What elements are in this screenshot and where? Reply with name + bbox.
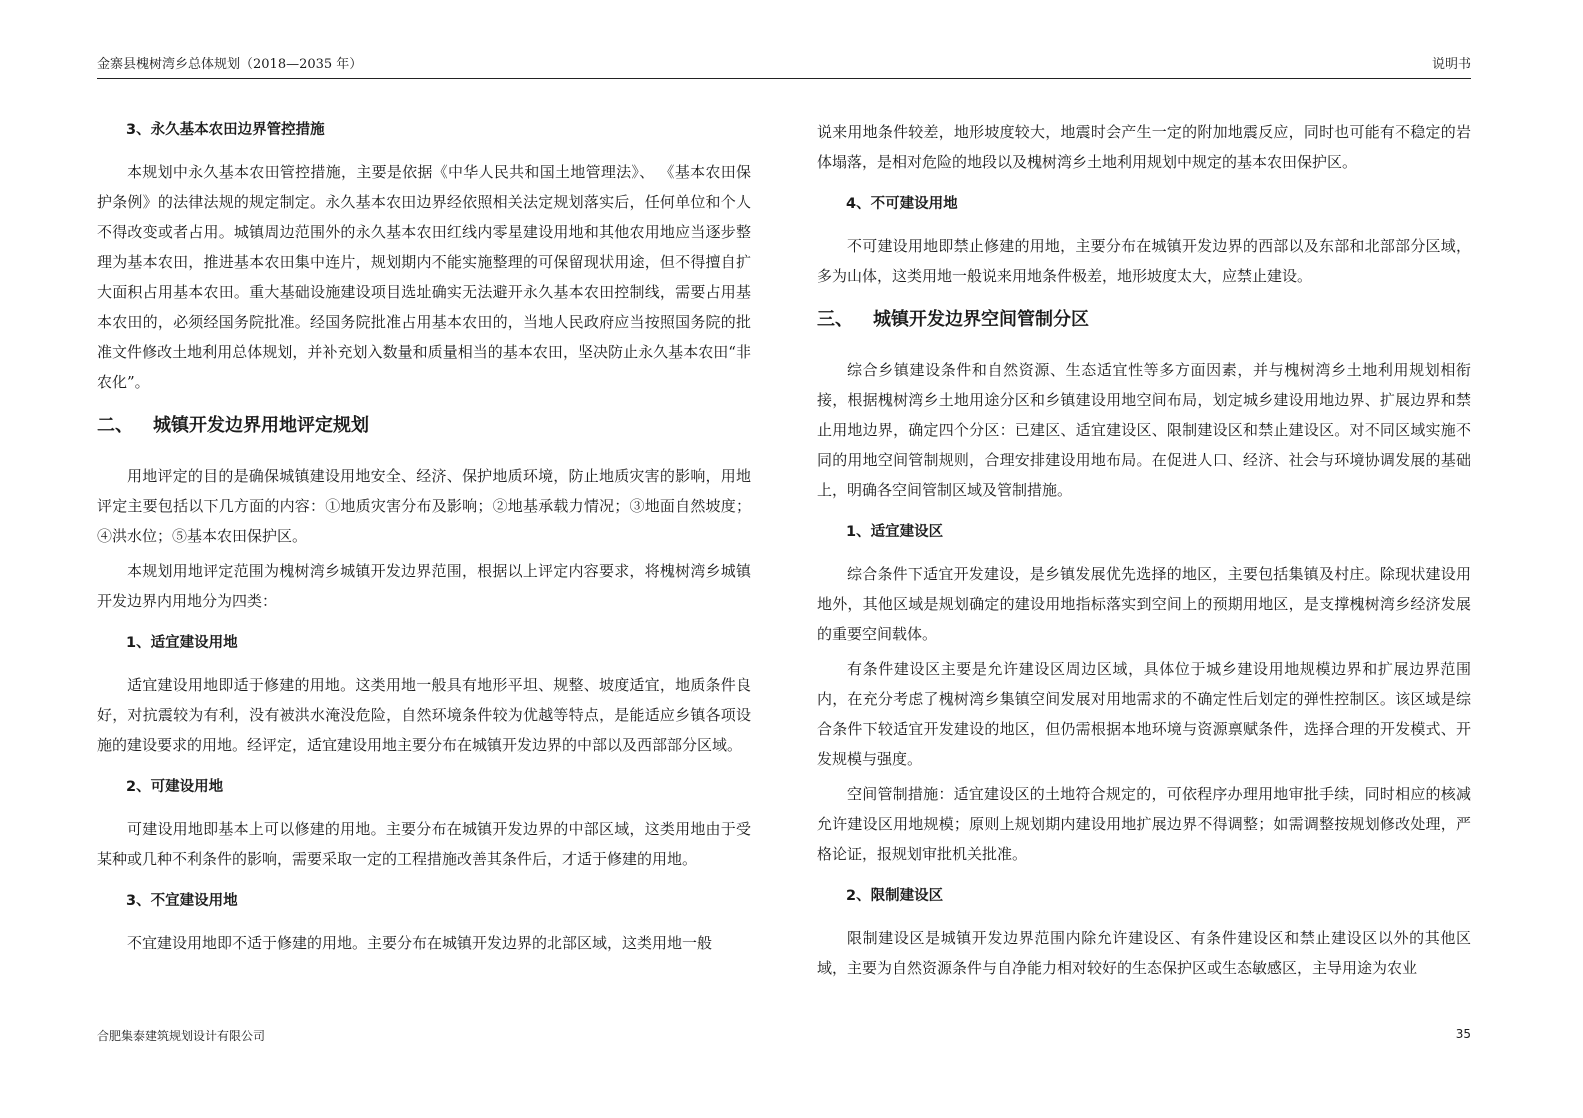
paragraph: 不宜建设用地即不适于修建的用地。主要分布在城镇开发边界的北部区域，这类用地一般	[127, 934, 713, 952]
subsection-title: 1、适宜建设区	[846, 524, 944, 540]
subsection-title: 3、不宜建设用地	[126, 893, 238, 909]
subsection-title: 4、不可建设用地	[846, 196, 958, 212]
subsection-title: 2、限制建设区	[846, 888, 944, 904]
subsection-title: 2、可建设用地	[126, 779, 224, 795]
page-number: 35	[1455, 1027, 1471, 1041]
paragraph: 不可建设用地即禁止修建的用地，主要分布在城镇开发边界的西部以及东部和北部部分区域，多为山体，这类用地一般说来用地条件极差，地形坡度太大，应禁止建设。	[817, 237, 1471, 285]
section-number: 三、	[817, 309, 853, 330]
page-footer	[97, 1027, 1471, 1047]
paragraph: 空间管制措施：适宜建设区的土地符合规定的，可依程序办理用地审批手续，同时相应的核减允许建设区用地规模；原则上规划期内建设用地扩展边界不得调整；如需调整按规划修改处理，严格论证，报规划审批机关批准。	[817, 785, 1471, 863]
paragraph: 本规划中永久基本农田管控措施，主要是依据《中华人民共和国土地管理法》、 《基本农田保护条例》的法律法规的规定制定。永久基本农田边界经依照相关法定规划落实后，任何单位和个人不得改变或者占用。城镇周边范围外的永久基本农田红线内零星建设用地和其他农用地应当逐步整理为基本农田，推进基本农田集中连片，规划期内不能实施整理的可保留现状用途，但不得擅自扩大面积占用基本农田。重大基础设施建设项目选址确实无法避开永久基本农田控制线，需要占用基本农田的，必须经国务院批准。经国务院批准占用基本农田的，当地人民政府应当按照国务院的批准文件修改土地利用总体规划，并补充划入数量和质量相当的基本农田，坚决防止永久基本农田“非农化”。	[97, 163, 751, 391]
section-title: 城镇开发边界空间管制分区	[873, 309, 1089, 330]
paragraph: 综合乡镇建设条件和自然资源、生态适宜性等多方面因素，并与槐树湾乡土地利用规划相衔接，根据槐树湾乡土地用途分区和乡镇建设用地空间布局，划定城乡建设用地边界、扩展边界和禁止用地边界，确定四个分区：已建区、适宜建设区、限制建设区和禁止建设区。对不同区域实施不同的用地空间管制规则，合理安排建设用地布局。在促进人口、经济、社会与环境协调发展的基础上，明确各空间管制区域及管制措施。	[817, 361, 1471, 499]
subsection-title: 3、永久基本农田边界管控措施	[126, 122, 325, 138]
paragraph: 有条件建设区主要是允许建设区周边区域，具体位于城乡建设用地规模边界和扩展边界范围内，在充分考虑了槐树湾乡集镇空间发展对用地需求的不确定性后划定的弹性控制区。该区域是综合条件下较适宜开发建设的地区，但仍需根据本地环境与资源禀赋条件，选择合理的开发模式、开发规模与强度。	[817, 660, 1471, 768]
subsection-title: 1、适宜建设用地	[126, 635, 238, 651]
paragraph: 说来用地条件较差，地形坡度较大，地震时会产生一定的附加地震反应，同时也可能有不稳定的岩体塌落，是相对危险的地段以及槐树湾乡土地利用规划中规定的基本农田保护区。	[817, 123, 1471, 171]
paragraph: 本规划用地评定范围为槐树湾乡城镇开发边界范围，根据以上评定内容要求，将槐树湾乡城镇开发边界内用地分为四类：	[97, 562, 751, 610]
company-name: 合肥集泰建筑规划设计有限公司	[97, 1029, 266, 1043]
page-header	[97, 56, 1471, 79]
paragraph: 可建设用地即基本上可以修建的用地。主要分布在城镇开发边界的中部区域，这类用地由于受某种或几种不利条件的影响，需要采取一定的工程措施改善其条件后，才适于修建的用地。	[97, 820, 751, 868]
paragraph: 适宜建设用地即适于修建的用地。这类用地一般具有地形平坦、规整、坡度适宜，地质条件良好，对抗震较为有利，没有被洪水淹没危险，自然环境条件较为优越等特点，是能适应乡镇各项设施的建设要求的用地。经评定，适宜建设用地主要分布在城镇开发边界的中部以及西部部分区域。	[97, 676, 751, 754]
section-number: 二、	[97, 415, 133, 436]
paragraph: 限制建设区是城镇开发边界范围内除允许建设区、有条件建设区和禁止建设区以外的其他区域，主要为自然资源条件与自净能力相对较好的生态保护区或生态敏感区，主导用途为农业	[817, 929, 1471, 977]
paragraph: 综合条件下适宜开发建设，是乡镇发展优先选择的地区，主要包括集镇及村庄。除现状建设用地外，其他区域是规划确定的建设用地指标落实到空间上的预期用地区，是支撑槐树湾乡经济发展的重要空间载体。	[817, 565, 1471, 643]
paragraph: 用地评定的目的是确保城镇建设用地安全、经济、保护地质环境，防止地质灾害的影响，用地评定主要包括以下几方面的内容：①地质灾害分布及影响；②地基承载力情况；③地面自然坡度；④洪水位；⑤基本农田保护区。	[97, 467, 751, 545]
section-heading	[97, 411, 751, 441]
section-title: 城镇开发边界用地评定规划	[153, 415, 369, 436]
right-column	[817, 117, 1471, 988]
document-title: 金寨县槐树湾乡总体规划（2018—2035 年）	[97, 57, 363, 72]
document-type: 说明书	[1431, 57, 1471, 72]
section-heading	[817, 305, 1471, 335]
left-column	[97, 115, 751, 963]
